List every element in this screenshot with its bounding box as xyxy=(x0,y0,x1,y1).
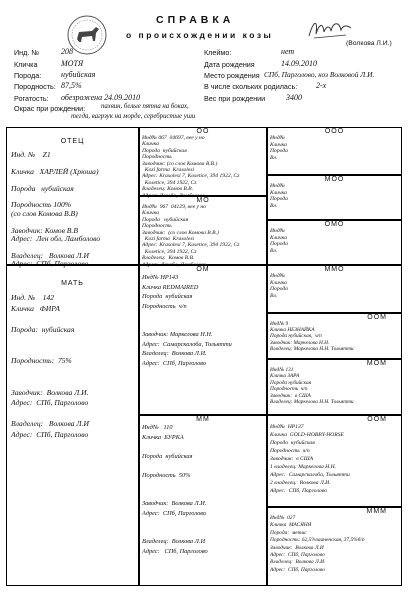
detail-line: Породность: 75% xyxy=(11,356,72,365)
detail-line: 2 владелец: Волкова Л.И. xyxy=(270,480,331,486)
detail-line: (со слов Комова В.В) xyxy=(11,208,78,218)
mmo-details xyxy=(270,273,401,299)
detail-line: Порода нубийская xyxy=(142,147,187,154)
signature-name: (Волкова Л.И.) xyxy=(346,40,392,47)
detail-line: Порода xyxy=(270,241,288,248)
mm-details xyxy=(142,423,266,556)
om-details xyxy=(142,273,266,368)
omm-cell xyxy=(267,415,402,507)
detail-line: Порода: метис xyxy=(270,529,307,536)
detail-line: Инд. № Z1 xyxy=(11,150,51,159)
detail-line: Породность ч/п xyxy=(270,386,308,393)
detail-line: Кличка ЗАРА xyxy=(270,373,300,380)
mom-details xyxy=(270,367,401,405)
detail-line: Вл. xyxy=(270,247,278,254)
detail-line xyxy=(142,518,266,528)
mom-header: МОМ xyxy=(366,360,387,367)
detail-line: Заводчик: Маркелова Н.Н. xyxy=(142,331,213,338)
detail-line: Кличка GOLD-HOBBY-HORSE xyxy=(270,432,344,438)
oom-details xyxy=(270,321,401,352)
pob-label: Место рождения xyxy=(204,71,260,80)
detail-line: Инд№ 967 04129, вее у но xyxy=(142,204,206,210)
detail-line xyxy=(142,321,266,331)
detail-line: Заводчик: (со слов Комова В.В.) xyxy=(142,160,218,167)
detail-line: Владелец: Волкова Л.И. xyxy=(270,559,326,566)
detail-line: Заводчик: в США xyxy=(270,456,314,462)
detail-line: Заводчик: Маркелова Н.Н. xyxy=(270,339,330,346)
detail-line: Kosetice, 394 1922, Cz xyxy=(142,179,197,186)
detail-line: Адрес: Лен обл, Ламболово xyxy=(11,234,101,244)
detail-line: Адрес: СПб, Парголово xyxy=(270,566,325,573)
detail-line: Инд№ 9 xyxy=(270,321,289,327)
ooo-header: ООО xyxy=(324,128,345,135)
detail-line: Порода нубийская xyxy=(270,379,312,386)
detail-line: Адрес: Лехоба, Ламболово xyxy=(142,192,205,199)
detail-line: Инд№ 110 xyxy=(142,424,173,431)
detail-line xyxy=(142,490,266,500)
weight-label: Вес при рождении xyxy=(204,94,266,103)
detail-line: Заводчик: Волкова Л.И xyxy=(270,544,324,551)
mo-cell xyxy=(139,196,267,268)
litter-value: 2-х xyxy=(316,81,327,90)
detail-line xyxy=(142,528,266,538)
oo-header: ОО xyxy=(196,128,210,135)
name-label: Кличка xyxy=(14,60,38,69)
detail-line: Адрес: Лехоба, Ламболово xyxy=(142,261,207,268)
weight-value: 3400 xyxy=(286,93,302,102)
detail-line: Вл. xyxy=(270,154,278,161)
mm-cell xyxy=(139,415,267,586)
detail-line: Владелец: Волкова Л.И xyxy=(11,419,89,428)
detail-line xyxy=(11,335,138,346)
moo-header: МОО xyxy=(324,176,345,183)
mo-details xyxy=(142,204,266,268)
detail-line: Владелец: Комов В.В. xyxy=(142,255,195,262)
oom-cell xyxy=(267,313,402,359)
ooo-cell xyxy=(267,127,402,175)
mmm-details xyxy=(270,515,401,574)
detail-line: Инд. № 142 xyxy=(11,293,55,302)
oom-header: ООМ xyxy=(367,314,387,321)
omo-cell xyxy=(267,220,402,265)
detail-line xyxy=(11,409,138,420)
mo-header: МО xyxy=(196,197,210,204)
detail-line: Kosetice, 394 1922, Cz xyxy=(142,248,197,255)
mm-header: ММ xyxy=(196,416,210,423)
detail-line: Адрес: СПб, Парголово xyxy=(142,509,207,517)
oo-cell xyxy=(139,127,267,199)
name-value: МОТЯ xyxy=(61,59,84,68)
detail-line: Порода нубийская xyxy=(142,293,193,300)
moo-details xyxy=(270,183,401,209)
detail-line: Порода нубийская xyxy=(142,216,189,223)
detail-line: Порода нубийская xyxy=(11,183,74,193)
detail-line: Инд№ xyxy=(270,228,285,234)
detail-line xyxy=(142,442,266,452)
breed-label: Порода: xyxy=(14,71,42,80)
father-details xyxy=(11,151,138,269)
detail-line: Инд№ 067 04697, вее у но xyxy=(142,135,205,141)
detail-line: Породность: 62,5%зааненская, 37,5%б/п xyxy=(270,537,365,544)
detail-line: Адрес: СПб, Парголово xyxy=(142,359,207,367)
detail-line: Породность 100% xyxy=(11,200,72,210)
doc-subtitle: о происхождении козы xyxy=(126,30,274,40)
detail-line: Инд№ xyxy=(270,135,285,141)
detail-line: Kozi farma Krasolesi xyxy=(142,236,195,243)
purity-value: 87,5% xyxy=(61,81,82,90)
detail-line: Кличка БУРКА xyxy=(142,433,184,441)
detail-line: Владелец: Маркелова Н.Н. Тольятти xyxy=(270,399,354,406)
detail-line: 1 владелец: Маркелова Н.Н. xyxy=(270,464,337,470)
om-header: ОМ xyxy=(196,266,210,273)
detail-line: Адрес: СПб, Парголово xyxy=(270,488,327,494)
detail-line xyxy=(142,461,266,471)
detail-line: Вл. xyxy=(270,292,278,299)
father-cell xyxy=(6,127,139,269)
detail-line: Кличка xyxy=(270,279,287,286)
mmo-header: ММО xyxy=(324,266,345,273)
mother-cell xyxy=(6,265,139,586)
detail-line: Kozi farma Krasolesi xyxy=(142,167,195,174)
detail-line: Порода xyxy=(270,196,288,203)
detail-line: Кличка xyxy=(142,141,159,148)
detail-line: Кличка НЕЗНАЙКА xyxy=(270,327,315,334)
brand-value: нет xyxy=(281,47,295,56)
detail-line: Адрес: СПб, Парголово xyxy=(11,259,89,269)
detail-line: Адрес: СПб, Парголово xyxy=(11,398,89,407)
om-cell xyxy=(139,265,267,415)
purity-label: Породность: xyxy=(14,82,56,91)
detail-line: Порода нубийская xyxy=(270,440,315,446)
breed-value: нубийская xyxy=(61,70,96,79)
omm-header: ООМ xyxy=(367,416,387,423)
detail-line xyxy=(11,346,138,357)
dob-label: Дата рождения xyxy=(204,60,255,69)
detail-line: Инд№ НР143 xyxy=(142,274,179,281)
detail-line: Кличка ФИРА xyxy=(11,303,60,313)
mother-header: МАТЬ xyxy=(61,280,84,287)
detail-line: Кличка ХАРЛЕЙ (Хрюша) xyxy=(11,166,99,176)
detail-line: Адрес: Самарскалоба, Тольятти xyxy=(142,340,232,348)
detail-line xyxy=(142,480,266,490)
detail-line: Породность ч/п xyxy=(270,448,310,454)
mom-cell xyxy=(267,359,402,415)
detail-line: Породность xyxy=(142,223,172,230)
detail-line xyxy=(11,314,138,325)
detail-line: Заводчик: (со слов Комова В.В.) xyxy=(142,229,219,236)
reg-label: Инд. № xyxy=(14,48,40,57)
father-header: ОТЕЦ xyxy=(60,138,85,145)
detail-line: Адрес: Krasolesi 7, Kosetice, 394 1922, Cz xyxy=(142,242,240,249)
detail-line: Владелец: Волкова Л.И. xyxy=(142,350,207,357)
detail-line: Породность ч/п xyxy=(142,302,187,310)
signature xyxy=(306,16,354,42)
moo-cell xyxy=(267,175,402,220)
horns-label: Рогатость: xyxy=(14,94,49,103)
omo-details xyxy=(270,228,401,254)
detail-line: Порода нубийская, ч/п xyxy=(270,333,322,340)
color-label: Окрас при рождении: xyxy=(14,104,86,113)
detail-line: Инд№ НР137 xyxy=(270,424,304,430)
detail-line: Породность 50% xyxy=(142,471,191,479)
mother-details xyxy=(11,293,138,440)
detail-line: Инд№ xyxy=(270,273,285,279)
reg-value: 208 xyxy=(61,47,73,56)
detail-line: Порода нубийская xyxy=(142,452,193,460)
detail-line: Кличка xyxy=(270,189,287,196)
detail-line: Порода: нубийская xyxy=(11,324,75,334)
mmo-cell xyxy=(267,265,402,313)
detail-line: Заводчик: в США xyxy=(270,392,311,399)
mmm-header: МММ xyxy=(366,508,387,515)
color-line-1: пахвин, белые пятна на боках, xyxy=(101,103,189,110)
horns-value: обезрожена 24.09.2010 xyxy=(61,93,141,102)
mmm-cell xyxy=(267,507,402,586)
detail-line: Породность xyxy=(142,154,172,161)
detail-line: Адрес: СПб, Парголово xyxy=(11,429,89,439)
pob-value: СПб, Парголово, коз Волковой Л.И. xyxy=(264,70,375,79)
detail-line xyxy=(11,367,138,378)
detail-line: Порода xyxy=(270,148,288,155)
detail-line: Вл. xyxy=(270,202,278,209)
detail-line: Владелец: Волкова Л.И xyxy=(11,250,89,260)
detail-line: Инд№ xyxy=(270,183,285,189)
brand-label: Клеймо: xyxy=(204,48,232,57)
detail-line xyxy=(142,311,266,321)
doc-title: СПРАВКА xyxy=(156,14,235,26)
detail-line: Порода xyxy=(270,286,288,293)
detail-line: Заводчик: Волкова Л.И. xyxy=(142,500,207,507)
detail-line: Владелец: Комов В.В. xyxy=(142,186,193,193)
detail-line: Кличка xyxy=(270,234,287,241)
detail-line: Владелец: Волкова Л.И xyxy=(142,538,206,545)
detail-line: Адрес: Самарскалоба, Тольятти xyxy=(270,472,350,478)
color-line-2: тегда, вагрзук на морде, серебристые уши xyxy=(71,113,196,120)
omm-details xyxy=(270,423,401,495)
detail-line: Заводчик: Комов В.В xyxy=(11,225,78,235)
detail-line: Адрес: СПб, Парголово xyxy=(142,547,208,555)
omo-header: ОМО xyxy=(324,221,345,228)
dob-value: 14.09.2010 xyxy=(281,59,317,68)
detail-line: Кличка xyxy=(142,210,159,217)
detail-line: Кличка МАСЯНЯ xyxy=(270,522,312,529)
detail-line: Инд№ 027 xyxy=(270,515,296,521)
detail-line: Заводчик: Волкова Л.И. xyxy=(11,387,89,397)
detail-line: Кличка xyxy=(270,141,287,148)
detail-line: Адрес: Krasolesi 7, Kosetice, 394 1922, Cz xyxy=(142,173,240,180)
detail-line xyxy=(11,377,138,388)
litter-label: В числе скольких родилась: xyxy=(204,82,298,91)
oo-details xyxy=(142,135,266,199)
ooo-details xyxy=(270,135,401,161)
detail-line: Кличка REDMAIRED xyxy=(142,283,199,291)
detail-line: Владелец: Маркелова Н.Н. Тольятти xyxy=(270,345,354,352)
detail-line: Инд№ 131 xyxy=(270,367,294,373)
detail-line: Адрес: СПб, Парголово xyxy=(270,552,325,559)
